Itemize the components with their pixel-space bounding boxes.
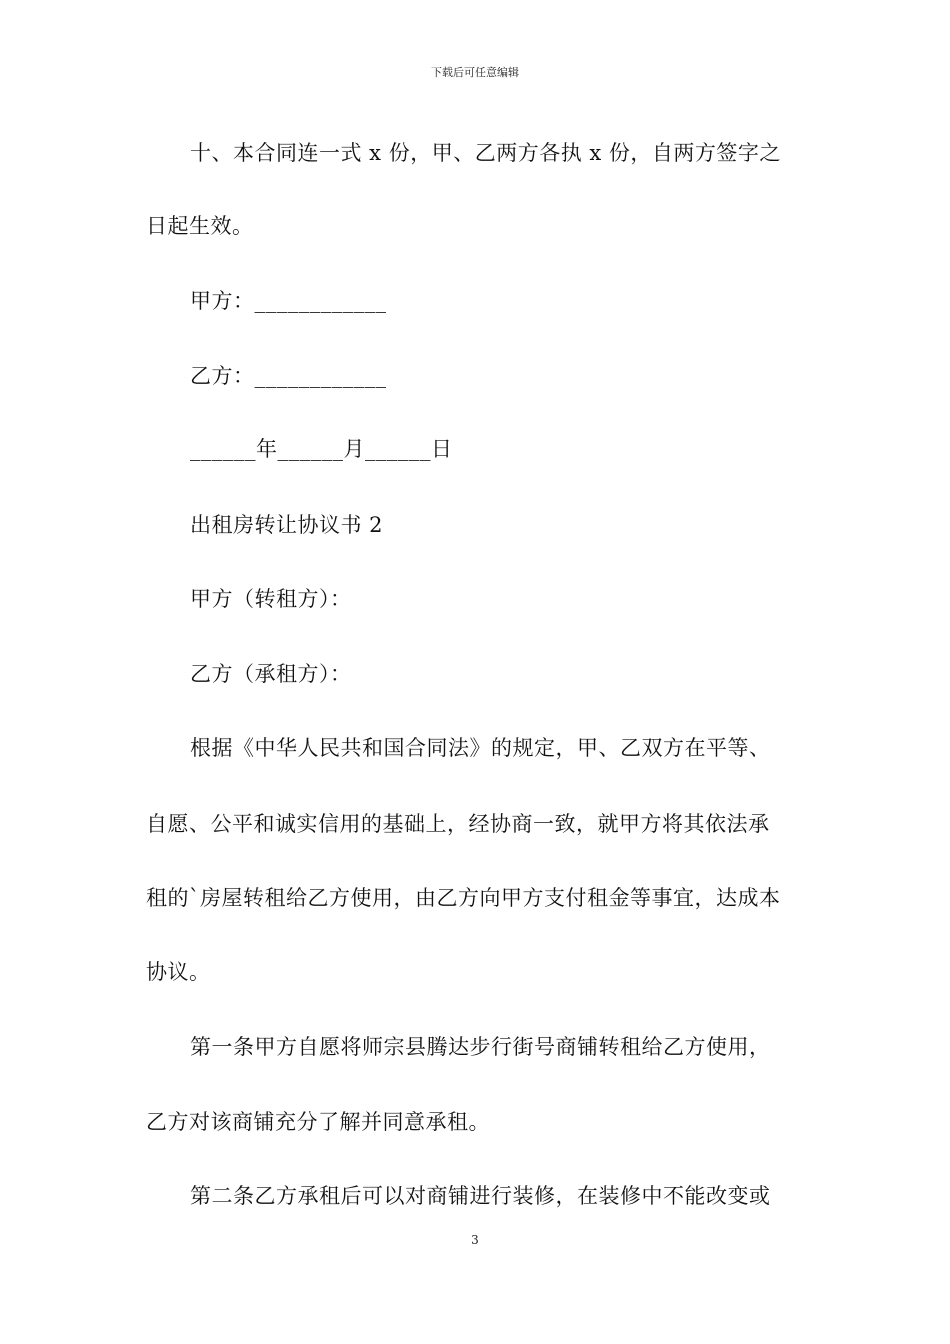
- party-b-signature-line: 乙方：____________: [190, 364, 387, 388]
- paragraph-line: 第二条乙方承租后可以对商铺进行装修，在装修中不能改变或: [190, 1184, 771, 1208]
- paragraph-line: 自愿、公平和诚实信用的基础上，经协商一致，就甲方将其依法承: [146, 812, 770, 836]
- paragraph-line: 租的`房屋转租给乙方使用，由乙方向甲方支付租金等事宜，达成本: [146, 886, 781, 910]
- paragraph-line: 十、本合同连一式 x 份，甲、乙两方各执 x 份，自两方签字之: [190, 141, 781, 165]
- date-line: ______年______月______日: [190, 437, 453, 461]
- party-a-signature-line: 甲方：____________: [190, 289, 387, 313]
- paragraph-line: 根据《中华人民共和国合同法》的规定，甲、乙双方在平等、: [190, 736, 771, 760]
- paragraph-line: 日起生效。: [146, 214, 254, 238]
- party-a-label: 甲方（转租方）：: [190, 587, 352, 611]
- document-title: 出租房转让协议书 2: [190, 513, 384, 537]
- page-number: 3: [471, 1233, 479, 1247]
- paragraph-line: 乙方对该商铺充分了解并同意承租。: [146, 1110, 490, 1134]
- page-header-note: 下载后可任意编辑: [431, 66, 519, 79]
- paragraph-line: 第一条甲方自愿将师宗县腾达步行街号商铺转租给乙方使用，: [190, 1035, 771, 1059]
- party-b-label: 乙方（承租方）：: [190, 662, 352, 686]
- paragraph-line: 协议。: [146, 960, 211, 984]
